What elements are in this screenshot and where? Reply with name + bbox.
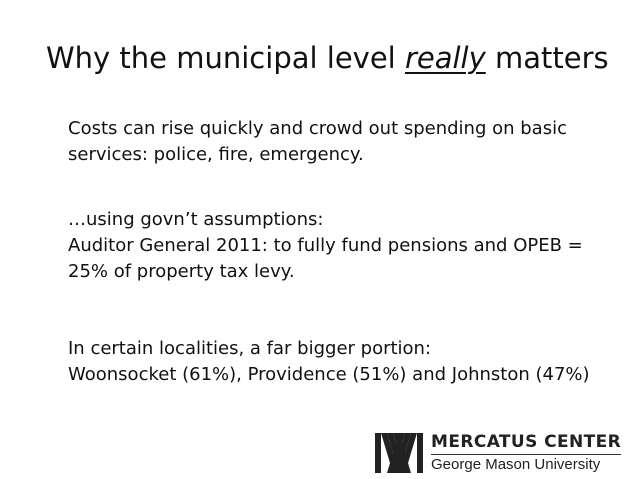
title-prefix: Why the municipal level bbox=[46, 41, 405, 75]
paragraph-text: In certain localities, a far bigger portion: bbox=[68, 338, 432, 359]
paragraph-text: …using govn’t assumptions: bbox=[68, 209, 324, 230]
logo-text bbox=[431, 431, 625, 475]
title-suffix: matters bbox=[485, 41, 609, 75]
paragraph-localities bbox=[68, 336, 608, 388]
mercatus-logo bbox=[373, 431, 625, 475]
slide-title bbox=[46, 40, 609, 76]
title-emphasis: really bbox=[404, 41, 486, 75]
logo-divider bbox=[431, 454, 621, 455]
paragraph-text: Woonsocket (61%), Providence (51%) and Johnston (47%) bbox=[68, 364, 590, 385]
paragraph-text: Auditor General 2011: to fully fund pensions and OPEB = 25% of property tax levy. bbox=[68, 235, 583, 282]
paragraph-text: Costs can rise quickly and crowd out spending on basic services: police, fire, emergency. bbox=[68, 118, 567, 165]
logo-name: MERCATUS CENTER bbox=[431, 432, 622, 452]
paragraph-costs bbox=[68, 116, 608, 168]
logo-affiliation: George Mason University bbox=[431, 456, 601, 473]
mercatus-emblem-icon bbox=[373, 431, 425, 475]
paragraph-assumptions bbox=[68, 207, 608, 285]
